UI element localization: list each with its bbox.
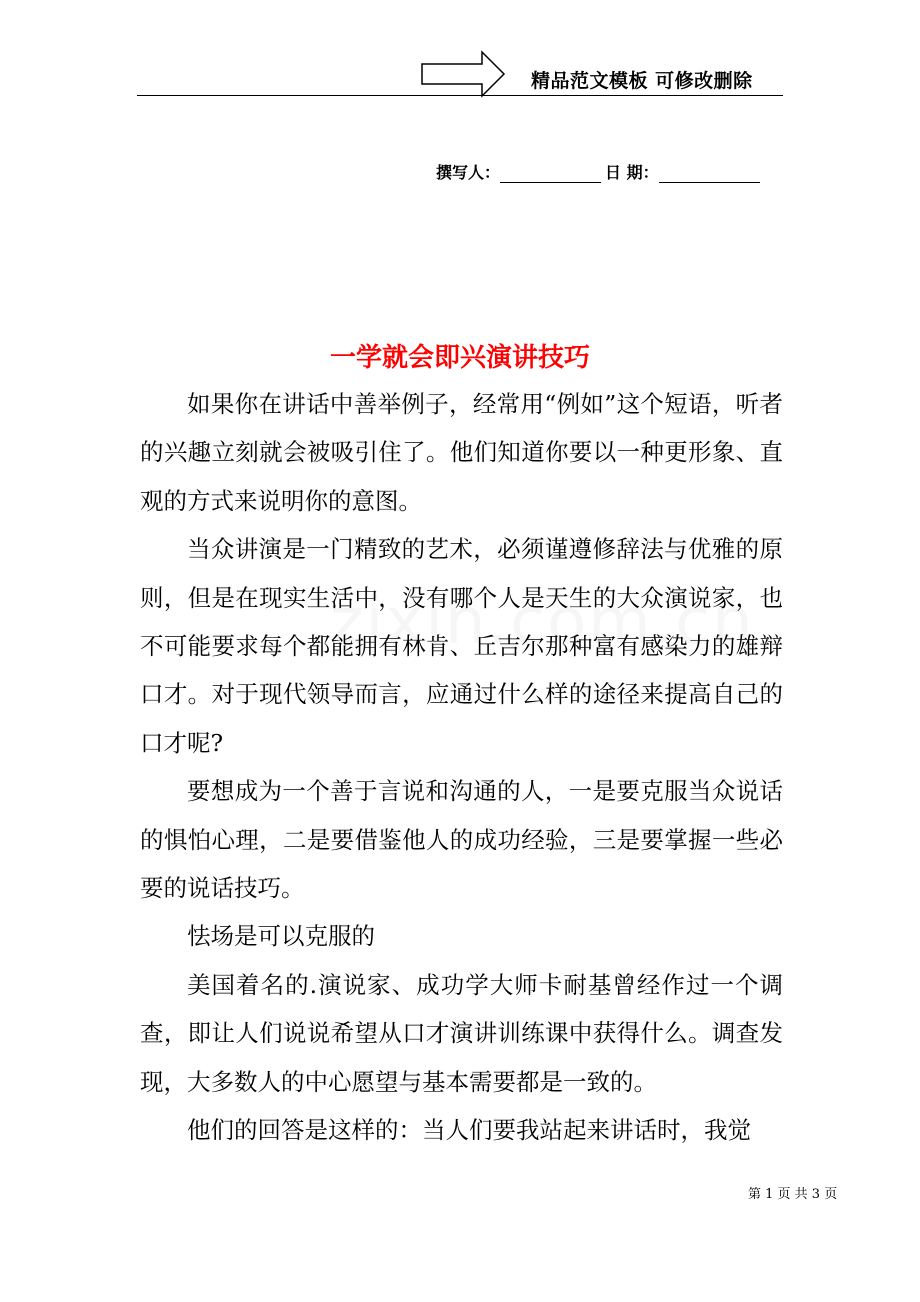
date-blank — [659, 162, 760, 183]
date-label: 日 期： — [605, 163, 659, 182]
author-blank — [500, 162, 601, 183]
document-body — [140, 380, 783, 1155]
author-date-line — [436, 160, 760, 183]
right-arrow-icon — [420, 50, 506, 98]
body-paragraph: 当众讲演是一门精致的艺术，必须谨遵修辞法与优雅的原则，但是在现实生活中，没有哪个人是天生的大众演说家，也不可能要求每个都能拥有林肯、丘吉尔那种富有感染力的雄辩口才。对于现代领导而言，应通过什么样的途径来提高自己的口才呢? — [140, 535, 783, 757]
body-paragraph: 如果你在讲话中善举例子，经常用“例如”这个短语，听者的兴趣立刻就会被吸引住了。他们知道你要以一种更形象、直观的方式来说明你的意图。 — [140, 390, 783, 515]
author-label: 撰写人： — [436, 163, 501, 182]
page-number: 第 1 页 共 3 页 — [748, 1187, 838, 1202]
document-title: 一学就会即兴演讲技巧 — [329, 343, 590, 373]
body-paragraph: 怯场是可以克服的 — [187, 922, 375, 951]
header-divider — [137, 95, 783, 96]
body-paragraph: 要想成为一个善于言说和沟通的人，一是要克服当众说话的惧怕心理，二是要借鉴他人的成功经验，三是要掌握一些必要的说话技巧。 — [140, 777, 783, 903]
body-paragraph: 他们的回答是这样的：当人们要我站起来讲话时，我觉 — [187, 1116, 751, 1145]
header-title: 精品范文模板 可修改删除 — [531, 70, 753, 92]
body-paragraph: 美国着名的.演说家、成功学大师卡耐基曾经作过一个调查，即让人们说说希望从口才演讲训练课中获得什么。调查发现，大多数人的中心愿望与基本需要都是一致的。 — [140, 970, 783, 1096]
